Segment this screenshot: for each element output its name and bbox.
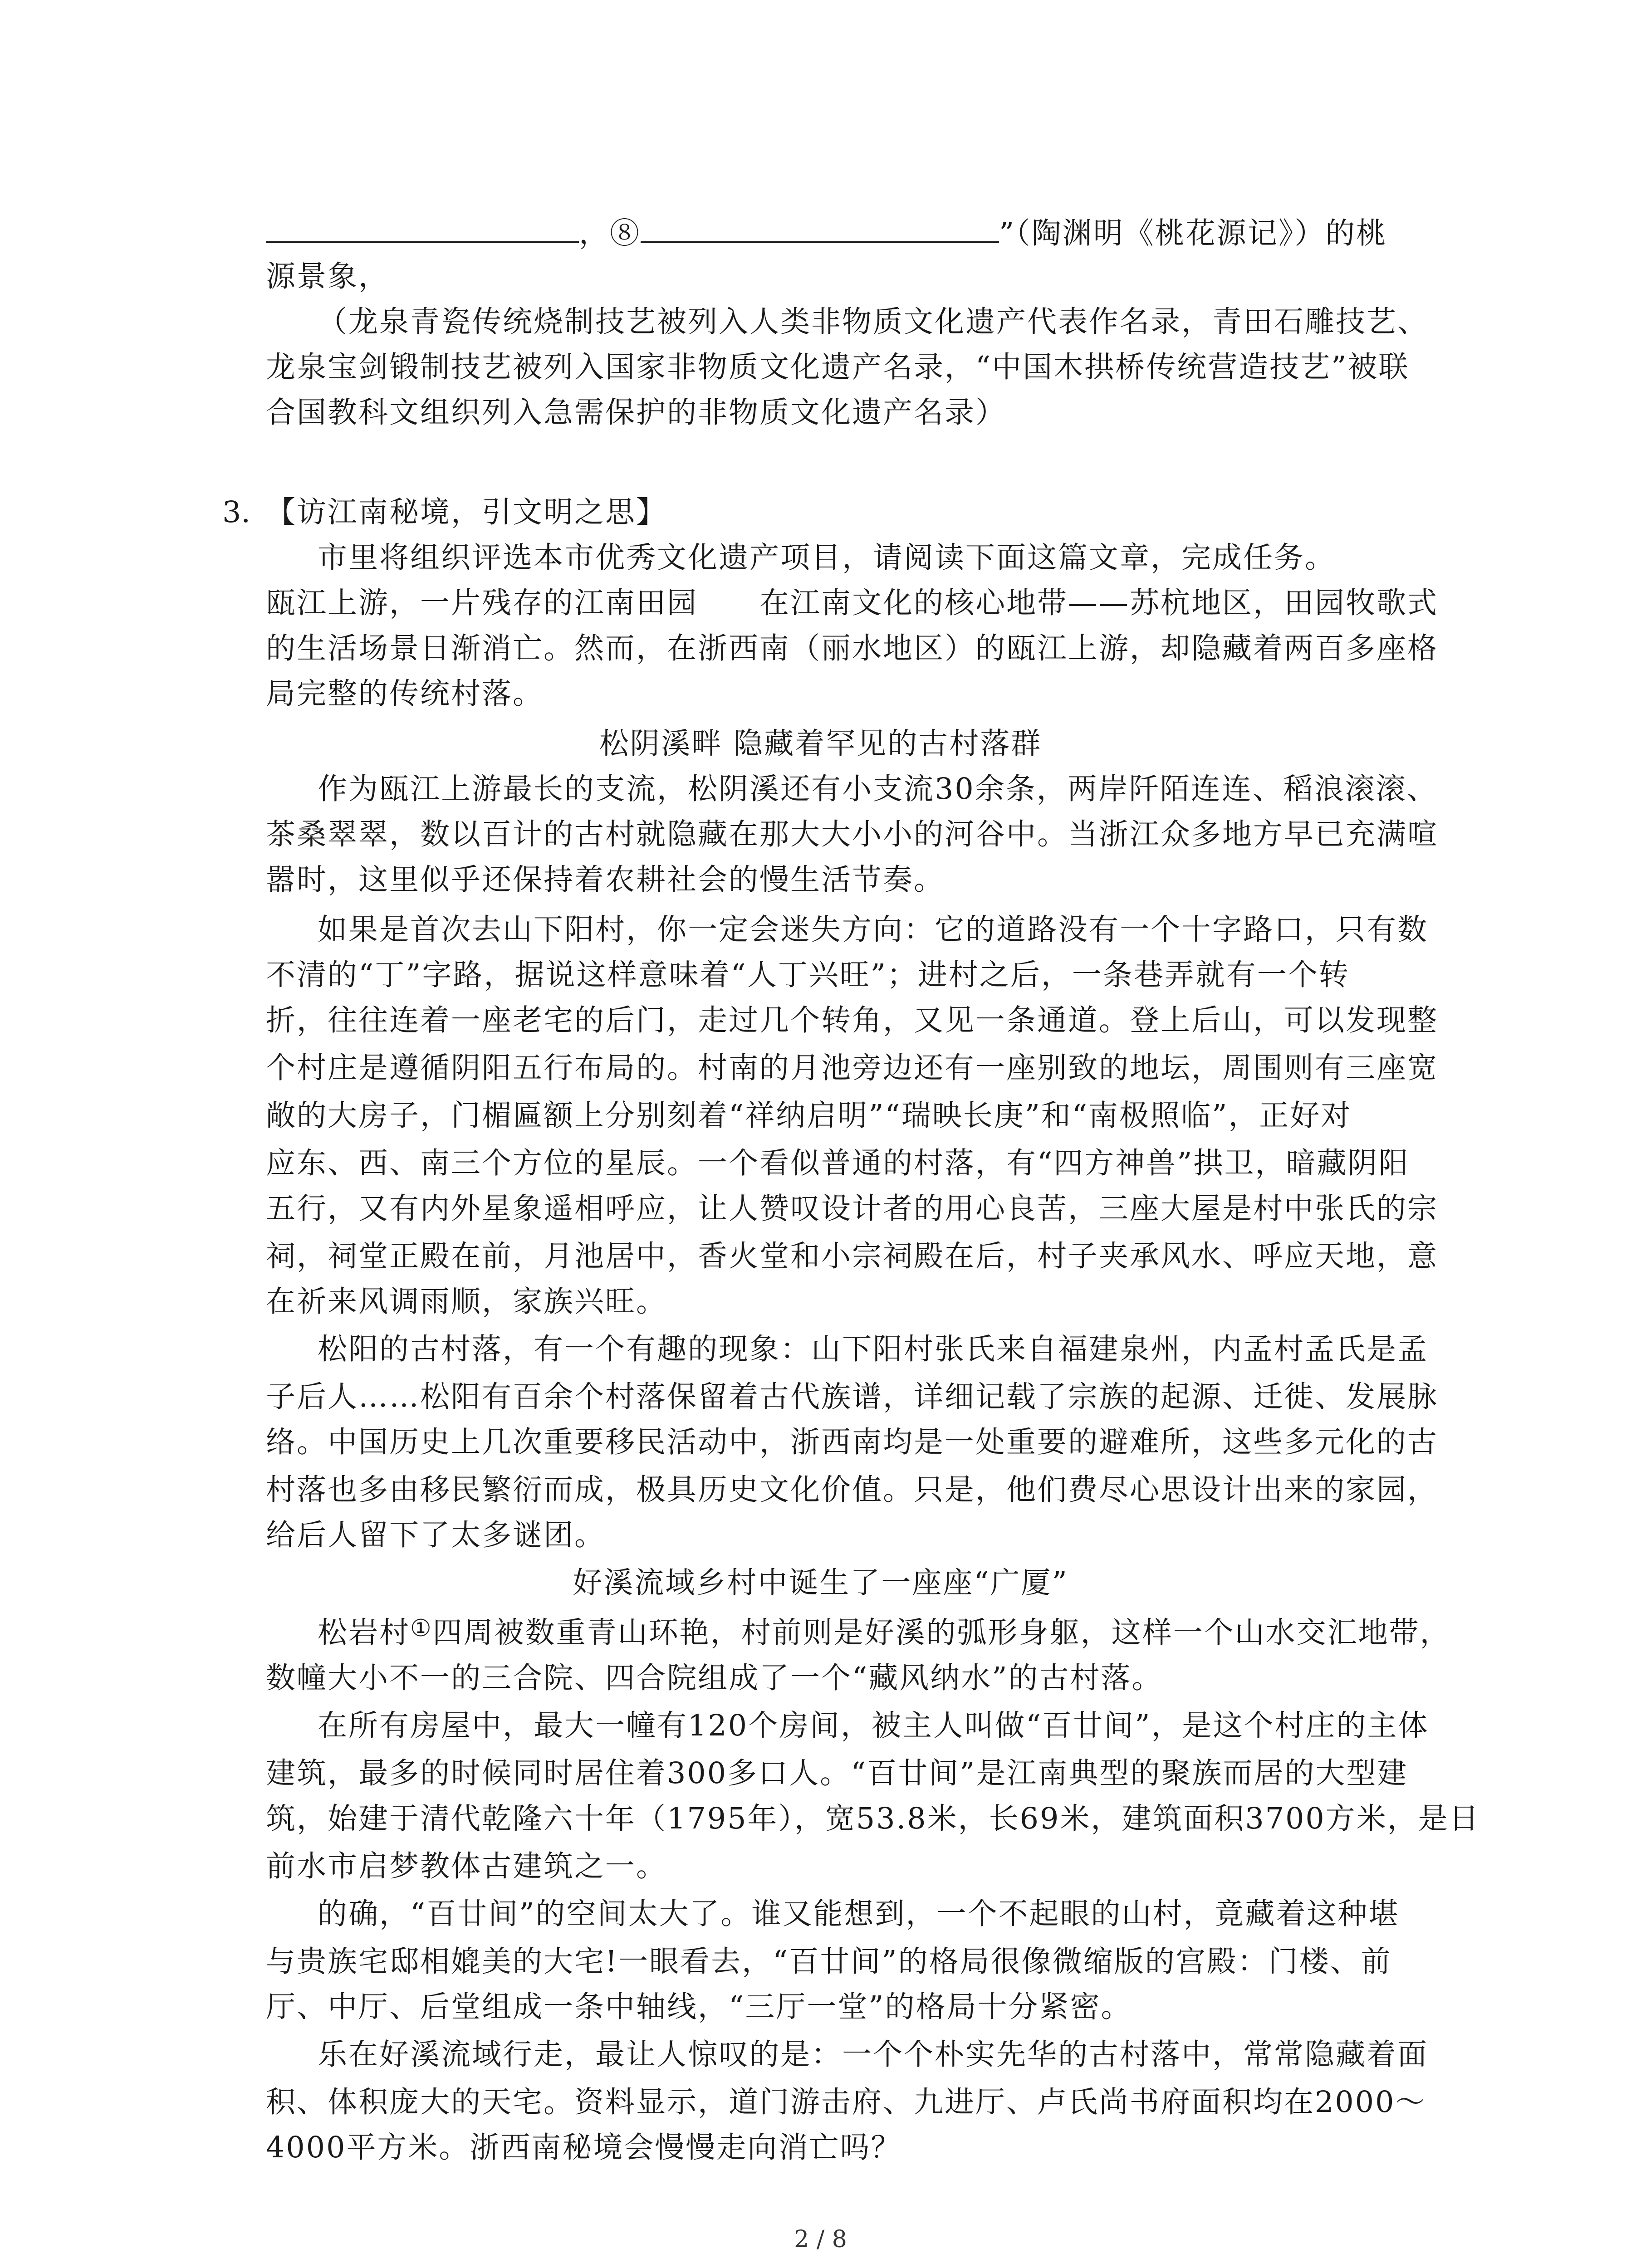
answer-blank-7[interactable] — [266, 213, 579, 243]
paragraph-line: 络。中国历史上几次重要移民活动中，浙西南均是一处重要的避难所，这些多元化的古 — [266, 1425, 1439, 1459]
paragraph-line: 作为瓯江上游最长的支流，松阴溪还有小支流30余条，两岸阡陌连连、稻浪滚滚、 — [318, 772, 1438, 806]
paragraph-line: 村落也多由移民繁衍而成，极具历史文化价值。只是，他们费尽心思设计出来的家园， — [266, 1473, 1439, 1507]
answer-blank-8[interactable] — [641, 213, 999, 243]
question-title: 【访江南秘境，引文明之思】 — [266, 495, 667, 529]
paragraph-line: 在祈来风调雨顺，家族兴旺。 — [266, 1285, 667, 1319]
paragraph-line: 个村庄是遵循阴阳五行布局的。村南的月池旁边还有一座别致的地坛，周围则有三座宽 — [266, 1051, 1439, 1085]
page-number: 2 / 8 — [794, 2226, 847, 2253]
paragraph-line: 敞的大房子，门楣匾额上分别刻着“祥纳启明”“瑞映长庚”和“南极照临”，正好对 — [266, 1099, 1352, 1133]
paragraph-line: 茶桑翠翠，数以百计的古村就隐藏在那大大小小的河谷中。当浙江众多地方早已充满喧 — [266, 817, 1439, 851]
paragraph-line: 积、体积庞大的天宅。资料显示，道门游击府、九进厅、卢氏尚书府面积均在2000～ — [266, 2085, 1426, 2119]
paragraph-line: 与贵族宅邸相媲美的大宅!一眼看去，“百廿间”的格局很像微缩版的宫殿：门楼、前 — [266, 1945, 1392, 1979]
fill-in-line-2: 源景象， — [266, 259, 390, 293]
paragraph-line: 厅、中厅、后堂组成一条中轴线，“三厅一堂”的格局十分紧密。 — [266, 1990, 1132, 2024]
paragraph-line: 数幢大小不一的三合院、四合院组成了一个“藏风纳水”的古村落。 — [266, 1661, 1163, 1695]
comma: ， — [579, 216, 610, 250]
marker-8: ⑧ — [610, 216, 641, 250]
section-heading-1: 松阴溪畔 隐藏着罕见的古村落群 — [599, 727, 1042, 761]
paragraph-line: 嚣时，这里似乎还保持着农耕社会的慢生活节奏。 — [266, 863, 945, 897]
article-lead-line: 瓯江上游，一片残存的江南田园 在江南文化的核心地带——苏杭地区，田园牧歌式 — [266, 586, 1439, 620]
article-lead-line: 局完整的传统村落。 — [266, 677, 544, 711]
paragraph-line: 的确，“百廿间”的空间太大了。谁又能想到，一个不起眼的山村，竟藏着这种堪 — [318, 1897, 1400, 1931]
paragraph-line: 应东、西、南三个方位的星辰。一个看似普通的村落，有“四方神兽”拱卫，暗藏阴阳 — [266, 1146, 1410, 1180]
paragraph-line: 五行，又有内外星象遥相呼应，让人赞叹设计者的用心良苦，三座大屋是村中张氏的宗 — [266, 1192, 1439, 1226]
paragraph-line: 折，往往连着一座老宅的后门，走过几个转角，又见一条通道。登上后山，可以发现整 — [266, 1003, 1439, 1037]
fill-in-tail: ”（陶渊明《桃花源记》）的桃 — [999, 216, 1387, 250]
village-name: 松岩村 — [318, 1616, 411, 1650]
question-intro: 市里将组织评选本市优秀文化遗产项目，请阅读下面这篇文章，完成任务。 — [318, 541, 1336, 575]
paragraph-line: 松阳的古村落，有一个有趣的现象：山下阳村张氏来自福建泉州，内孟村孟氏是孟 — [318, 1332, 1429, 1366]
paragraph-line: 乐在好溪流域行走，最让人惊叹的是：一个个朴实先华的古村落中，常常隐藏着面 — [318, 2038, 1429, 2072]
paragraph-line: 建筑，最多的时候同时居住着300多口人。“百廿间”是江南典型的聚族而居的大型建 — [266, 1756, 1408, 1790]
paragraph-line: 在所有房屋中，最大一幢有120个房间，被主人叫做“百廿间”，是这个村庄的主体 — [318, 1709, 1429, 1743]
note-line: 合国教科文组织列入急需保护的非物质文化遗产名录） — [266, 396, 1007, 430]
note-line: （龙泉青瓷传统烧制技艺被列入人类非物质文化遗产代表作名录，青田石雕技艺、 — [318, 305, 1429, 339]
paragraph-text: 四周被数重青山环艳，村前则是好溪的弧形身躯，这样一个山水交汇地带， — [432, 1616, 1451, 1650]
footnote-marker: ① — [410, 1615, 433, 1642]
paragraph-line: 祠，祠堂正殿在前，月池居中，香火堂和小宗祠殿在后，村子夹承风水、呼应天地，意 — [266, 1239, 1439, 1273]
paragraph-line: 前水市启梦教体古建筑之一。 — [266, 1849, 667, 1883]
question-number: 3. — [222, 495, 251, 529]
paragraph-line — [318, 1615, 1451, 1651]
section-heading-2: 好溪流域乡村中诞生了一座座“广厦” — [573, 1566, 1068, 1600]
fill-in-line — [266, 213, 1387, 252]
paragraph-line: 子后人……松阳有百余个村落保留着古代族谱，详细记载了宗族的起源、迁徙、发展脉 — [266, 1380, 1439, 1414]
paragraph-line: 如果是首次去山下阳村，你一定会迷失方向：它的道路没有一个十字路口，只有数 — [318, 913, 1429, 947]
paragraph-line: 不清的“丁”字路，据说这样意味着“人丁兴旺”；进村之后，一条巷弄就有一个转 — [266, 958, 1350, 992]
paragraph-line: 给后人留下了太多谜团。 — [266, 1518, 606, 1552]
note-line: 龙泉宝剑锻制技艺被列入国家非物质文化遗产名录，“中国木拱桥传统营造技艺”被联 — [266, 350, 1410, 384]
article-lead-line: 的生活场景日渐消亡。然而，在浙西南（丽水地区）的瓯江上游，却隐藏着两百多座格 — [266, 631, 1439, 665]
paragraph-line: 筑，始建于清代乾隆六十年（1795年），宽53.8米，长69米，建筑面积3700方米，是日 — [266, 1802, 1480, 1836]
paragraph-line: 4000平方米。浙西南秘境会慢慢走向消亡吗？ — [266, 2131, 902, 2165]
